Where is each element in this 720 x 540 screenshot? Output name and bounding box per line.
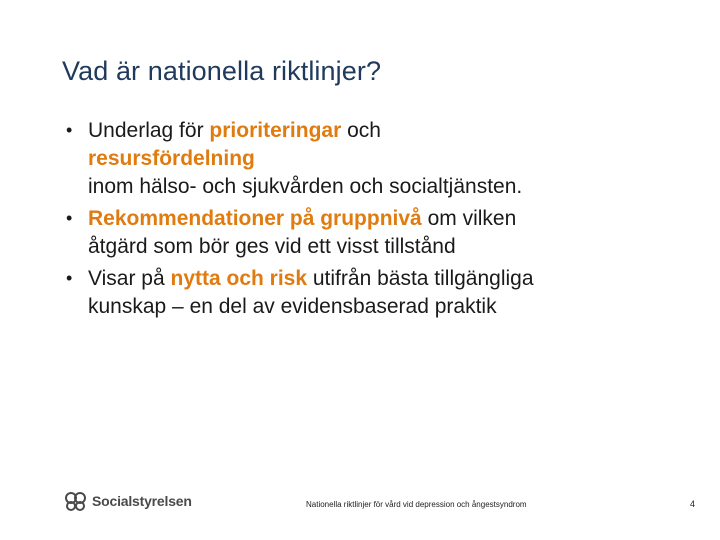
bullet-text: utifrån bästa tillgängliga	[307, 267, 534, 290]
highlight-text: nytta och risk	[170, 267, 308, 290]
logo-text: Socialstyrelsen	[92, 493, 192, 509]
bullet-list	[62, 117, 702, 321]
bullet-line	[88, 205, 702, 233]
bullet-line	[88, 265, 702, 293]
bullet-line	[88, 117, 702, 145]
bullet-text: Visar på	[88, 267, 171, 290]
bullet-item	[62, 265, 702, 321]
bullet-dot-icon: •	[66, 268, 73, 288]
bullet-text: om vilken	[421, 207, 517, 230]
slide-title: Vad är nationella riktlinjer?	[62, 56, 382, 86]
bullet-text: kunskap – en del av evidensbaserad praktik	[88, 295, 497, 318]
bullet-text: åtgärd som bör ges vid ett visst tillstånd	[88, 235, 456, 258]
bullet-item	[62, 117, 702, 201]
footer-caption: Nationella riktlinjer för vård vid depression och ångestsyndrom	[306, 500, 527, 509]
highlight-text: prioriteringar	[209, 119, 342, 142]
logo-emblem-icon	[64, 490, 88, 512]
socialstyrelsen-logo	[64, 486, 192, 516]
bullet-dot-icon: •	[66, 208, 73, 228]
bullet-item	[62, 205, 702, 261]
bullet-text: inom hälso- och sjukvården och socialtjänsten.	[88, 175, 523, 198]
highlight-text: Rekommendationer på gruppnivå	[88, 207, 422, 230]
bullet-text: och	[341, 119, 381, 142]
page-number: 4	[690, 499, 696, 509]
bullet-text: Underlag för	[88, 119, 210, 142]
bullet-dot-icon: •	[66, 120, 73, 140]
highlight-text: resursfördelning	[88, 147, 255, 170]
